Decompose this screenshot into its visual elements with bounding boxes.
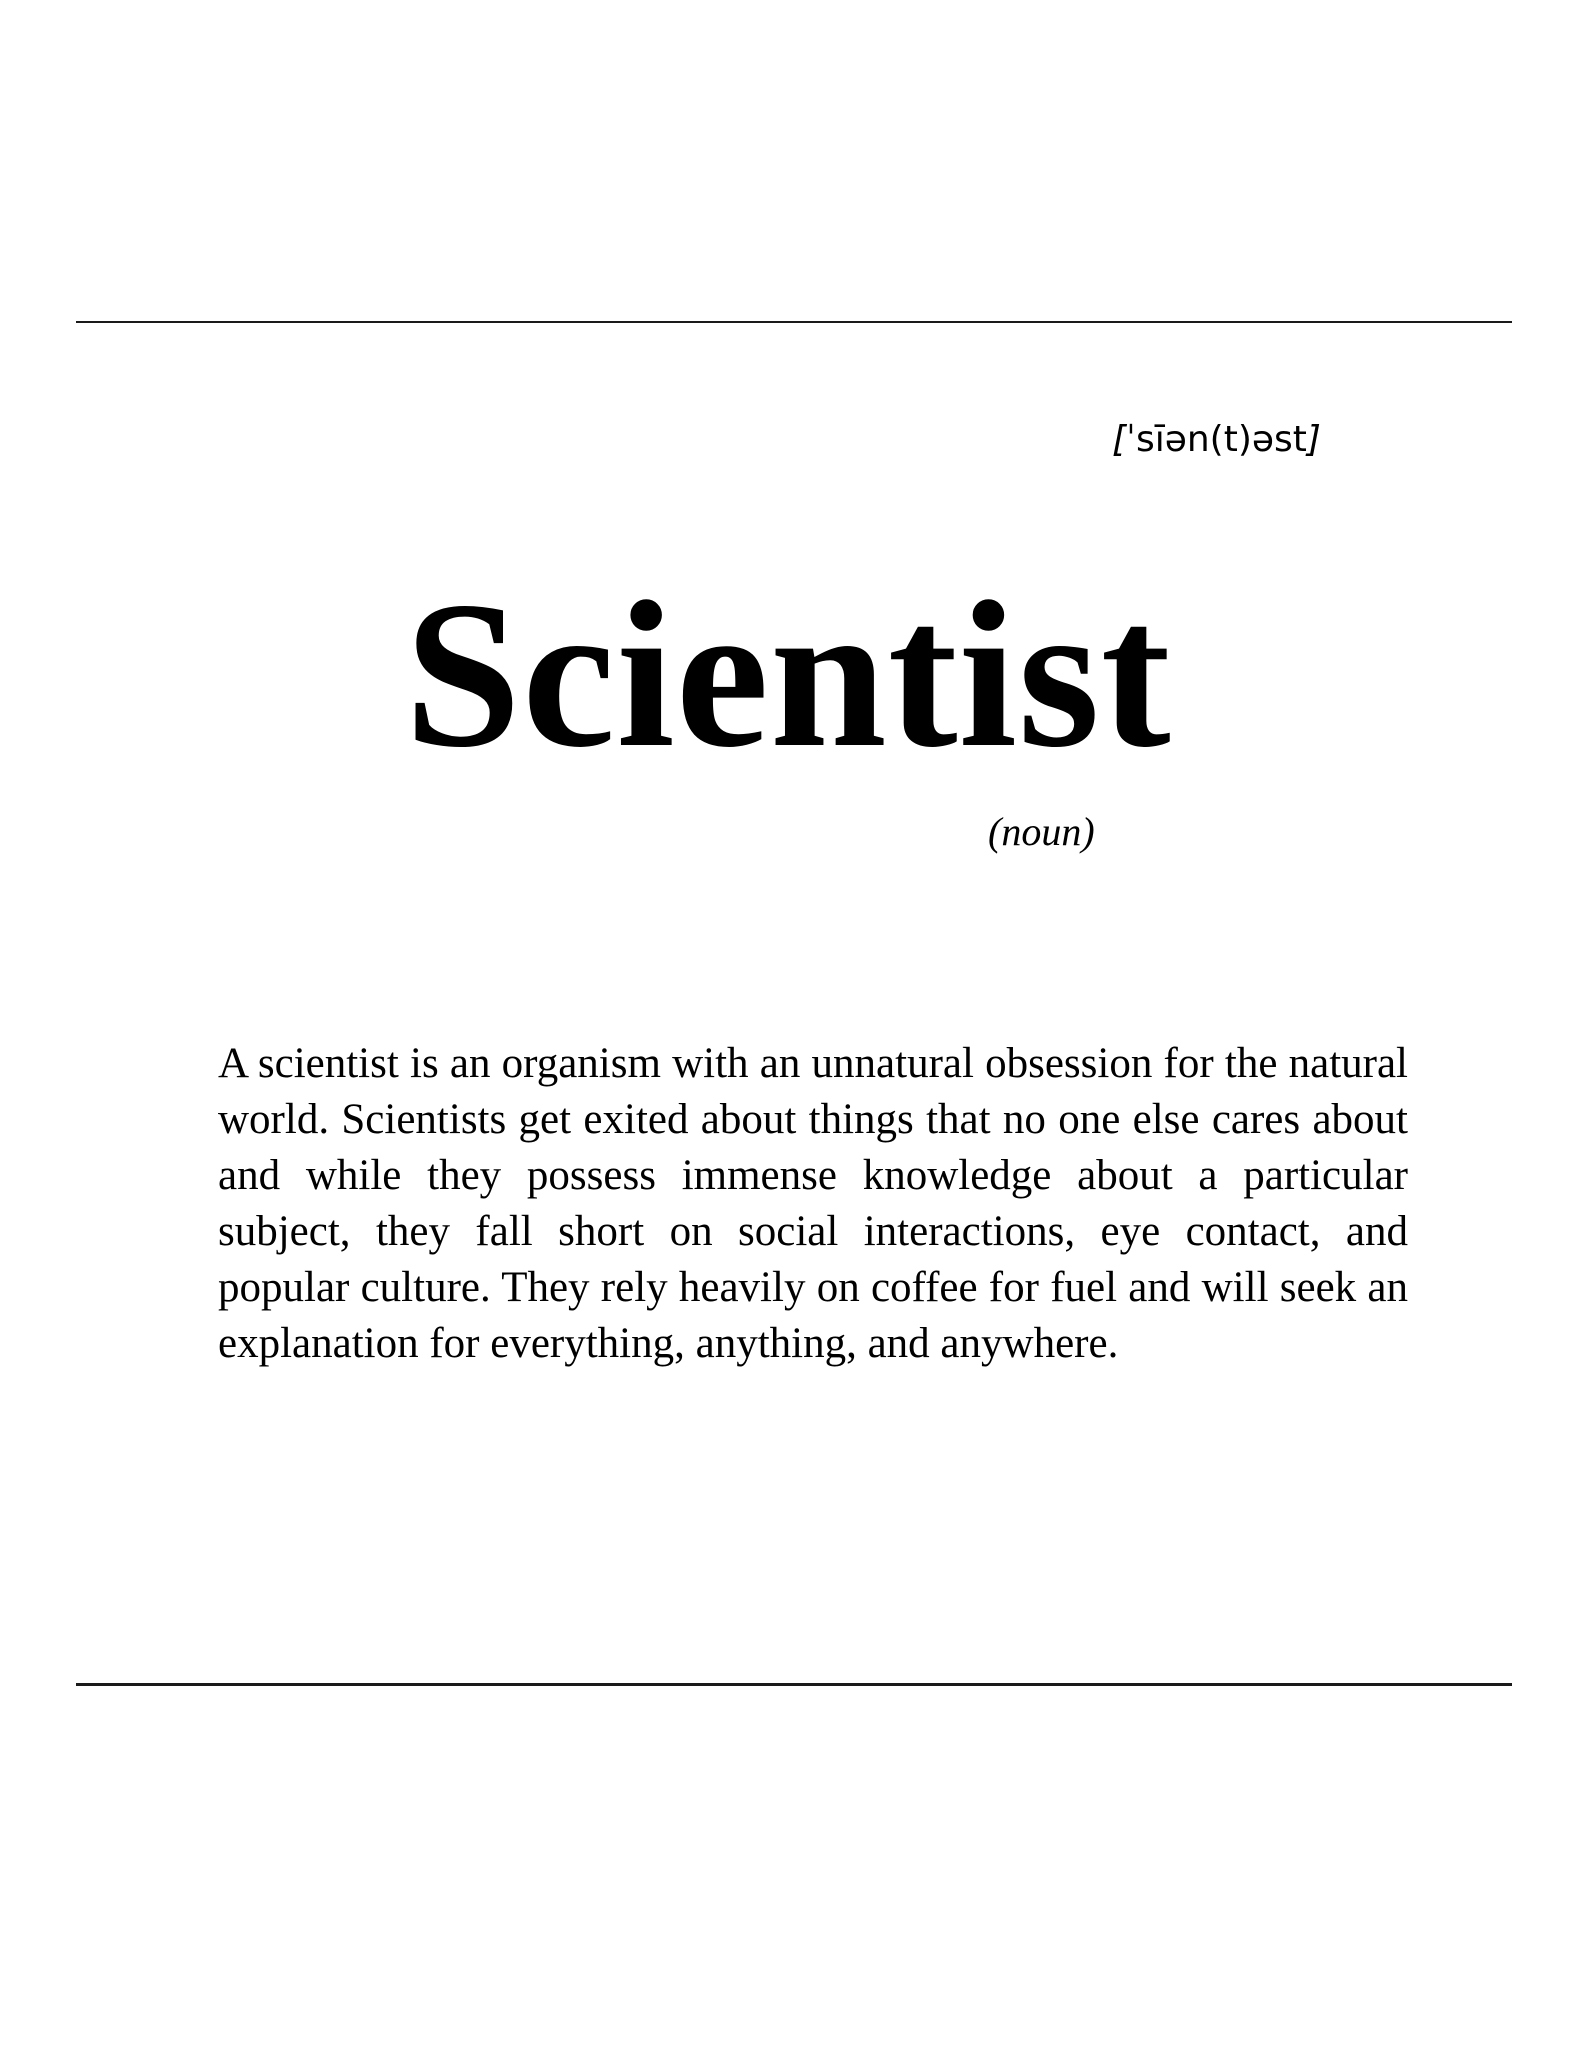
pronunciation-text: ˈsīən(t)əst <box>1126 419 1307 460</box>
top-divider <box>76 321 1512 323</box>
pronunciation <box>1112 418 1321 461</box>
bottom-divider <box>76 1683 1512 1686</box>
part-of-speech: (noun) <box>988 809 1095 854</box>
headword: Scientist <box>404 559 1172 791</box>
pronunciation-close-bracket: ] <box>1306 419 1321 460</box>
definition-text: A scientist is an organism with an unnatural obsession for the natural world. Scientists get exited about things that no one else cares about and while they possess immense knowledge about a particular subject, they fall short on social interactions, eye contact, and popular culture. They rely heavily on coffee for fuel and will seek an explanation for everything, anything, and anywhere. <box>218 1040 1408 1367</box>
pronunciation-open-bracket: [ <box>1112 419 1127 460</box>
